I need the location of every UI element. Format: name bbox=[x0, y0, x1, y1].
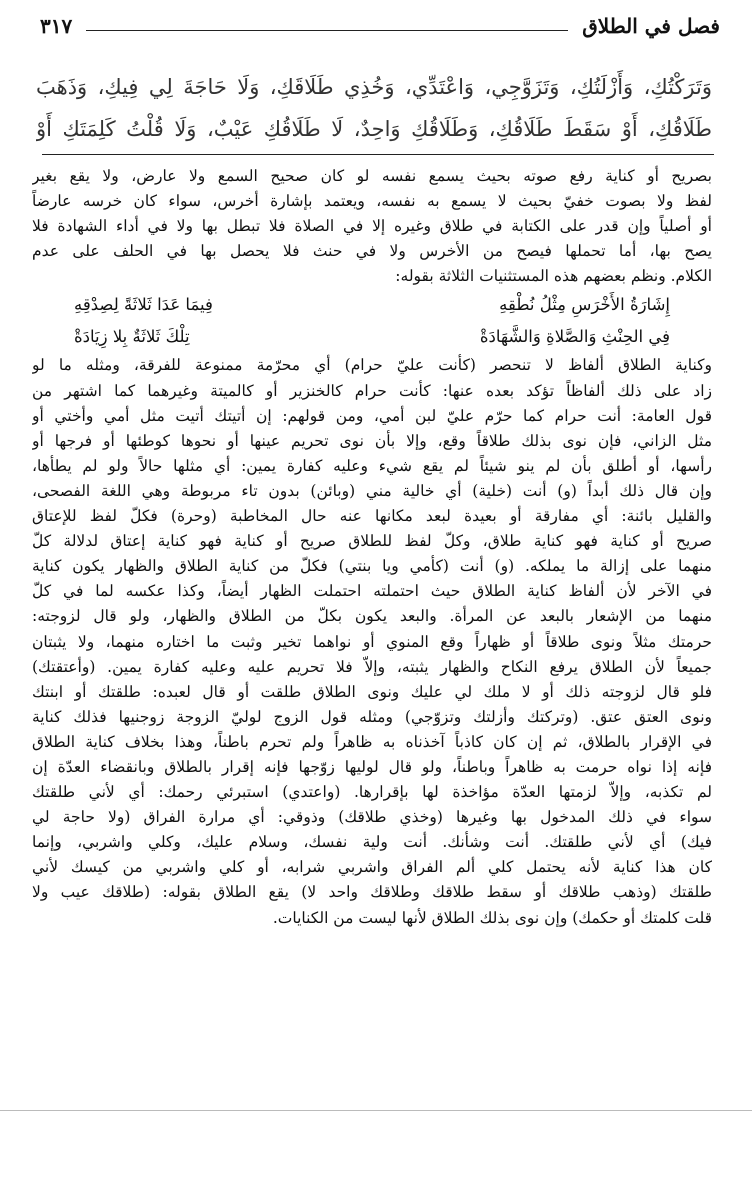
commentary-line: فإنه إذا نواه حرمت به ظاهراً وباطناً، ولو قال لوليها زوّجها فإنه إقرار بالطلاق وبانقضاء العدّة إن bbox=[32, 757, 712, 776]
main-text-line: وَتَرَكْتُكِ، وَأَزْلَتُكِ، وَتَزَوَّجِي، وَاعْتَدِّي، وَخُذِي طَلَاقَكِ، وَلَا حَاجَةَ لِي فِيكِ، وَذَهَبَ bbox=[36, 75, 712, 99]
commentary bbox=[32, 164, 712, 931]
poem-hemistich-right: فِي الحِنْثِ وَالصَّلاةِ وَالشَّهَادَةْ bbox=[479, 327, 670, 347]
commentary-line: الكلام. ونظم بعضهم هذه المستثنيات الثلاثة بقوله: bbox=[395, 267, 712, 286]
commentary-line: سواء في ذلك المدخول بها وغيرها (وخذي طلاقك) وذوقي: أي مرارة الفراق (ولا حاجة لي bbox=[32, 808, 712, 827]
commentary-line: في الإقرار بالطلاق، ثم إن كان كاذباً آخذناه به ظاهراً ولم تحرم باطناً، وهذا بخلاف كناية الطلاق bbox=[32, 732, 712, 751]
commentary-line: مثل الزاني، فإن نوى بذلك طلاقاً وقع، وإلا بأن نوى تحريم عينها أو نحوها كوطئها أو فرجها أو bbox=[32, 431, 712, 450]
commentary-line: وإن قال ذلك أبداً (و) أنت (خلية) أي خالية مني (وبائن) بدون تاء مربوطة وهي اللغة الفصحى، bbox=[32, 481, 712, 500]
chapter-title: فصل في الطلاق bbox=[582, 14, 720, 38]
commentary-line: زاد على ذلك ألفاظاً تؤكد بعده عنها: كأنت حرام كالخنزير أو كالميتة وغيرهما كما اشتهر من bbox=[32, 381, 712, 400]
commentary-line: جميعاً لأن الطلاق يرفع النكاح والظهار يثبته، وإلاّ فلا تحريم عليه وعليه كفارة يمين. (وأعتقتك) bbox=[32, 657, 712, 676]
commentary-line: والقليل بائنة: أي مفارقة أو بعيدة لبعد مكانها عنه حال المخاطبة (وحرة) فكلّ لفظ للإعتاق bbox=[32, 507, 712, 526]
commentary-line: وكناية الطلاق ألفاظ لا تنحصر (كأنت عليّ حرام) أي محرّمة ممنوعة للفرقة، ومثله ما لو bbox=[32, 356, 712, 375]
commentary-line: قلت كلمتك أو حكمك) وإن نوى بذلك الطلاق لأنها ليست من الكنايات. bbox=[272, 908, 712, 927]
commentary-line: فيك) أي لأني طلقتك. أنت وشأنك. أنت ولية نفسك، وسلام عليك، وكلي واشربي، وإنما bbox=[32, 833, 712, 852]
commentary-line: رأسها، أو أطلق بأن لم ينو شيئاً لم يقع شيء وعليه كفارة يمين: أي مثلها حالاً ولو لم يطأها، bbox=[32, 456, 712, 475]
commentary-line: طلقتك (وذهب طلاقك أو سقط طلاقك وطلاقك واحد لا) يقع الطلاق بقوله: (طلاقك عيب ولا bbox=[32, 883, 712, 902]
commentary-line: في الآخر لأن ألفاظ كناية الطلاق حيث احتملته احتملت الظهار أيضاً، وكذا عكسه لما في كلّ bbox=[32, 582, 712, 601]
poem-hemistich-left: فِيمَا عَدَا ثَلاثَةً لِصِدْقِهِ bbox=[74, 295, 213, 315]
commentary-line: كان هذا كناية لأنه يحتمل كلي ألم الفراق واشربي شرابه، أو كلي واشربي من كيسك لأني bbox=[32, 858, 712, 877]
page-bottom-edge bbox=[0, 1110, 752, 1111]
commentary-line: منهما من الإشعار بالبعد عن المرأة. والبعد يكون بكلّ من الطلاق والظهار، ولو قال لزوجته: bbox=[32, 607, 712, 626]
commentary-line: صريح أو كناية فهو كناية طلاق، وكلّ لفظ للطلاق صريح أو كناية فهو كناية إعتاق لدلالة كلّ bbox=[32, 532, 712, 551]
poem-hemistich-left: تِلْكَ ثَلاثَةٌ بِلا زِيَادَةْ bbox=[74, 327, 190, 347]
commentary-line: بصريح أو كناية رفع صوته بحيث يسمع نفسه لو كان صحيح السمع ولا عارض، ولا يقع بغير bbox=[32, 167, 712, 185]
commentary-line: منهما على إزالة ما يملكه. (و) أنت (كأمي ويا بنتي) فكلّ من كناية الطلاق والظهار يكون كناية bbox=[32, 557, 712, 576]
commentary-line: قول العامة: أنت حرام كما حرّم عليّ لبن أمي، ومن قولهم: إن أتيتك أتيت مثل أمي وأختي أو bbox=[32, 406, 712, 425]
commentary-line: لفظ ولا بصوت خفيّ بحيث لا يسمع به نفسه، ويعتمد بإشارة أخرس، سواء كان خرسه عارضاً bbox=[32, 192, 712, 211]
poem-verse bbox=[32, 289, 712, 321]
commentary-line: يصح بها، أما تحملها فيصح من الأخرس ولا في حنث فلا يحصل بها في الحلف على عدم bbox=[32, 242, 712, 261]
page-header bbox=[40, 8, 720, 44]
commentary-line: أو أصلياً وإن قدر على الكتابة في طلاق وغيره إلا في الصلاة فلا تبطل بها ولا في أداء الشهادة فلا bbox=[32, 217, 712, 236]
poem-hemistich-right: إِشَارَةُ الأَخْرَسِ مِثْلُ نُطْقِهِ bbox=[499, 295, 670, 315]
commentary-line: لم تكذبه، وإلاّ لزمتها العدّة مؤاخذة لها بإقرارها. (واعتدي) استبرئي رحمك: أي لأني طلقتك bbox=[32, 783, 712, 802]
commentary-line: فلو قال لزوجته ذلك أو لا ملك لي عليك ونوى الطلاق طلقت أو قال لعبده: طلقتك أو ابنتك bbox=[32, 682, 712, 701]
main-text bbox=[36, 66, 712, 150]
poem-verse bbox=[32, 321, 712, 353]
footnote-separator bbox=[42, 154, 714, 155]
commentary-line: حرمتك مثلاً ونوى طلاقاً أو ظهاراً وقع المنوي أو نواهما تخير وثبت ما اختاره منهما، ولا يثبتان bbox=[32, 632, 712, 651]
header-rule bbox=[86, 30, 568, 31]
page-number: ٣١٧ bbox=[40, 14, 73, 38]
main-text-line: طَلَاقُكِ، أَوْ سَقَطَ طَلَاقُكِ، وَطَلَاقُكِ وَاحِدٌ، لَا طَلَاقُكِ عَيْبٌ، وَلَا قُلْتُ كَلِمَتَكِ أَوْ bbox=[36, 117, 712, 141]
commentary-line: ونوى العتق عتق. (وتركتك وأزلتك وتزوّجي) ومثله قول الزوج لوليّ الزوجة زوجنيها فذلك كناية bbox=[32, 707, 712, 726]
